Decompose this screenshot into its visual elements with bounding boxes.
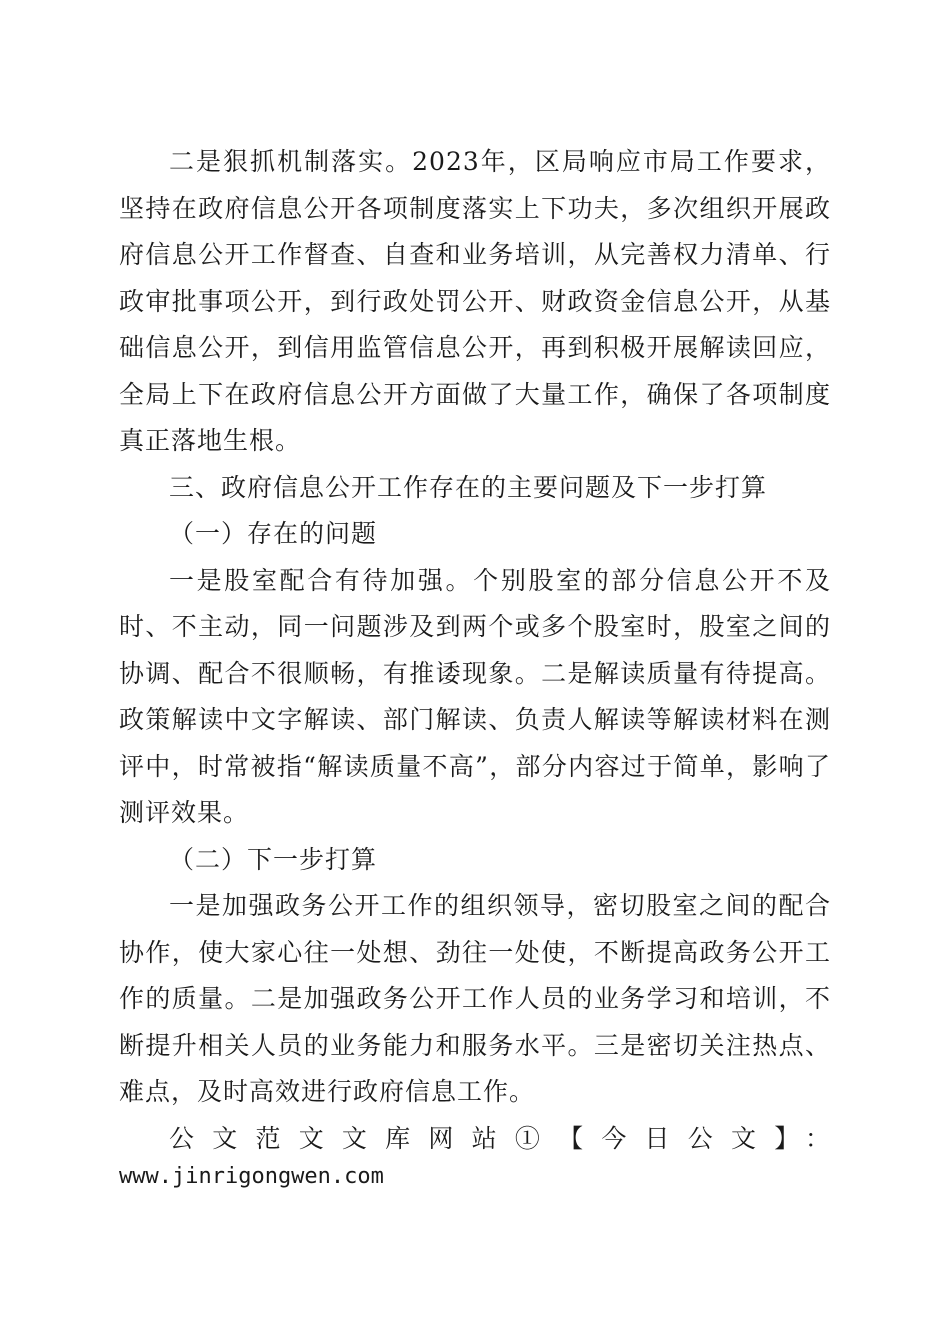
footer-source-label: 公文范文文库网站①【今日公文】： [169, 1123, 831, 1153]
section-heading: 三、政府信息公开工作存在的主要问题及下一步打算 [169, 472, 768, 502]
document-page [119, 139, 831, 1192]
paragraph-next-steps: 一是加强政务公开工作的组织领导，密切股室之间的配合协作，使大家心往一处想、劲往一处使，不断提高政务公开工作的质量。二是加强政务公开工作人员的业务学习和培训，不断提升相关人员的业务能力和服务水平。三是密切关注热点、难点，及时高效进行政府信息工作。 [119, 891, 831, 1106]
paragraph-mechanism-implementation: 二是狠抓机制落实。2023年，区局响应市局工作要求，坚持在政府信息公开各项制度落实上下功夫，多次组织开展政府信息公开工作督查、自查和业务培训，从完善权力清单、行政审批事项公开，到行政处罚公开、财政资金信息公开，从基础信息公开，到信用监管信息公开，再到积极开展解读回应，全局上下在政府信息公开方面做了大量工作，确保了各项制度真正落地生根。 [119, 147, 831, 455]
subheading-existing-problems: （一）存在的问题 [169, 519, 378, 548]
subheading-next-steps: （二）下一步打算 [169, 844, 378, 874]
footer-source-url[interactable]: www.jinrigongwen.com [119, 1164, 384, 1189]
paragraph-problems: 一是股室配合有待加强。个别股室的部分信息公开不及时、不主动，同一问题涉及到两个或多个股室时，股室之间的协调、配合不很顺畅，有推诿现象。二是解读质量有待提高。政策解读中文字解读、部门解读、负责人解读等解读材料在测评中，时常被指“解读质量不高”，部分内容过于简单，影响了测评效果。 [119, 565, 831, 827]
